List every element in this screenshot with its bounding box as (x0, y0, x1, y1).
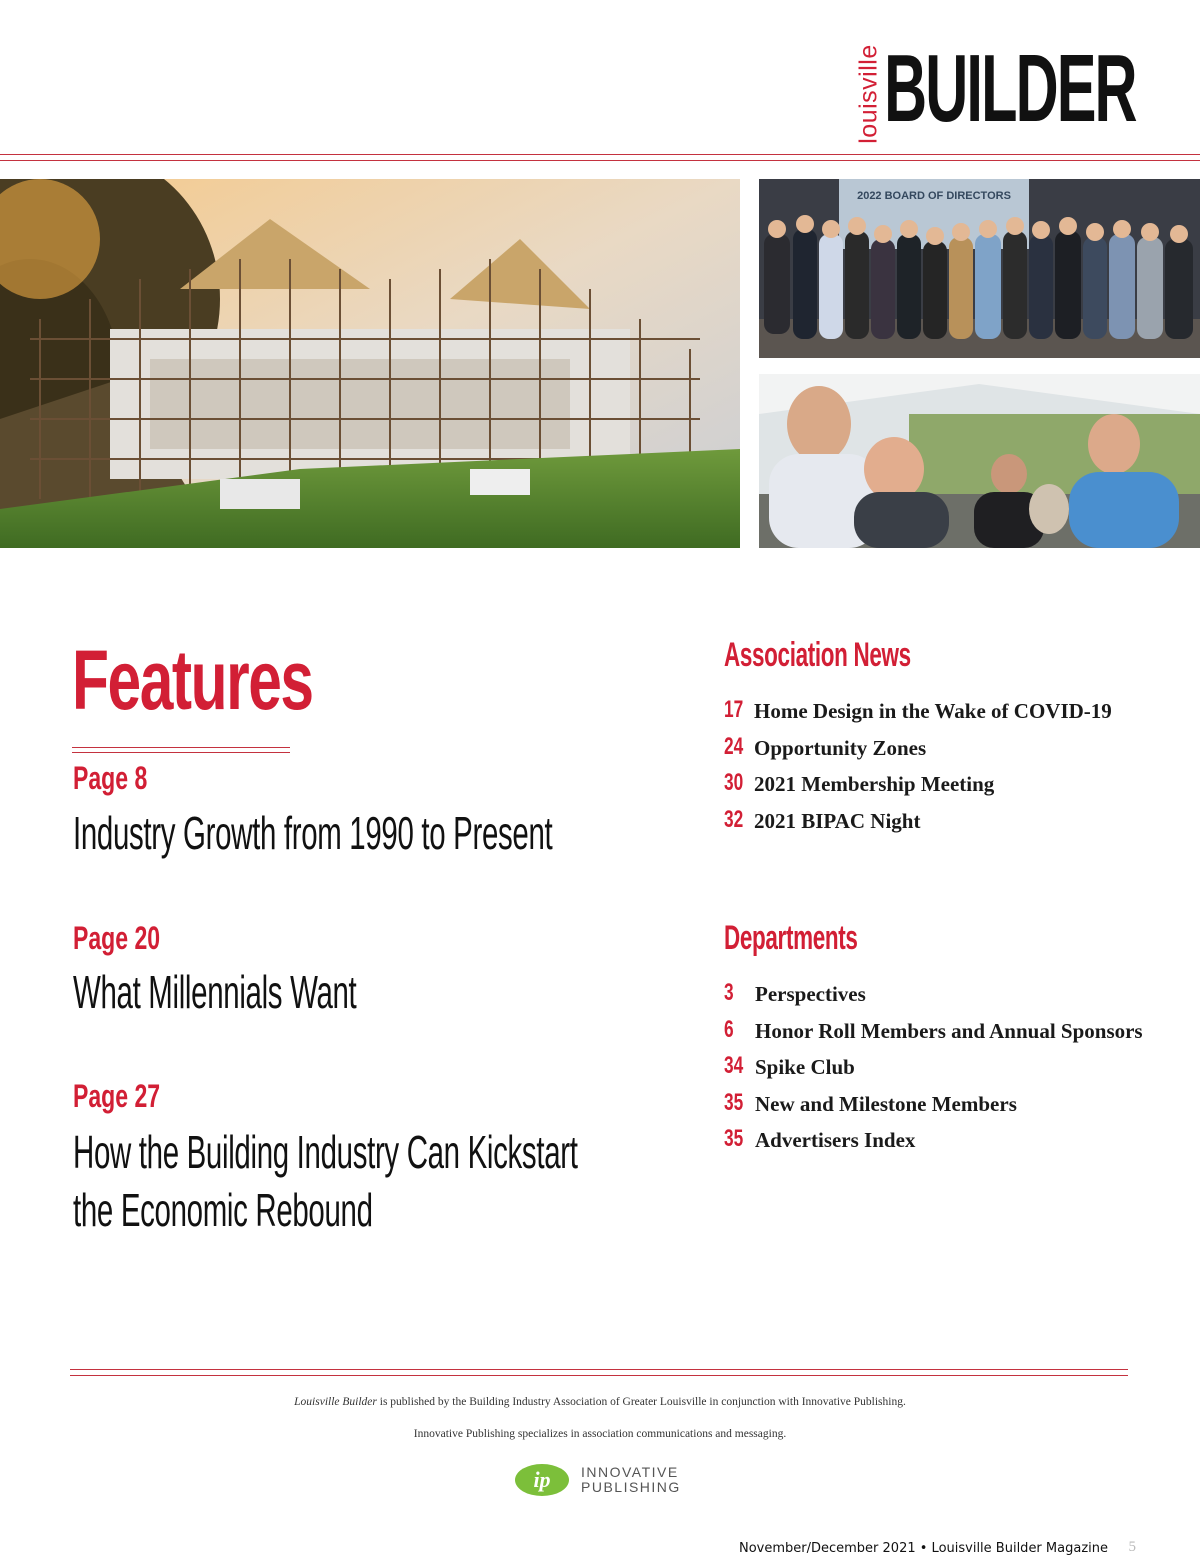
toc-page-number: 6 (724, 1015, 734, 1043)
board-banner-text: 2022 BOARD OF DIRECTORS (857, 190, 1011, 202)
feature-3-title[interactable]: How the Building Industry Can Kickstart the Economic Rebound (73, 1126, 578, 1236)
feature-1-title[interactable]: Industry Growth from 1990 to Present (73, 807, 553, 859)
masthead-title: BUILDER (884, 35, 1136, 142)
toc-label: Opportunity Zones (754, 735, 927, 760)
toc-page-number: 17 (724, 696, 744, 723)
toc-page-number: 34 (724, 1052, 744, 1079)
departments-heading: Departments (724, 919, 858, 957)
feature-1-page: Page 8 (73, 760, 148, 796)
toc-label: 2021 Membership Meeting (754, 772, 995, 796)
svg-text:ip: ip (533, 1467, 551, 1492)
feature-2-title[interactable]: What Millennials Want (73, 966, 357, 1018)
innovative-publishing-logo (512, 1460, 692, 1500)
publisher-specialty-note: Innovative Publishing specializes in association communications and messaging. (413, 1428, 787, 1440)
construction-photo (0, 179, 740, 548)
toc-label: New and Milestone Members (755, 1091, 1017, 1116)
issue-line: November/December 2021 • Louisville Builder Magazine (738, 1541, 1108, 1556)
toc-label: Spike Club (755, 1055, 855, 1079)
features-heading: Features (72, 633, 313, 727)
outdoor-event-photo (759, 374, 1200, 548)
masthead-small-text: louisville (854, 44, 883, 144)
ip-logo-icon (512, 1460, 578, 1498)
page-number: 5 (1128, 1539, 1136, 1555)
feature-3-page: Page 27 (73, 1078, 161, 1114)
toc-label: Perspectives (755, 982, 866, 1006)
toc-label: Honor Roll Members and Annual Sponsors (755, 1018, 1143, 1043)
toc-page-number: 30 (724, 769, 744, 796)
feature-2-page: Page 20 (73, 920, 161, 956)
toc-page-number: 35 (724, 1088, 744, 1116)
toc-page-number: 32 (724, 805, 744, 833)
logo-word-publishing: PUBLISHING (581, 1479, 681, 1495)
toc-label: 2021 BIPAC Night (754, 808, 921, 833)
logo-word-innovative: INNOVATIVE (581, 1464, 679, 1480)
toc-label: Home Design in the Wake of COVID-19 (754, 699, 1112, 723)
bottom-divider (70, 1369, 1128, 1376)
publisher-note: Louisville Builder is published by the Building Industry Association of Greater Louisville in conjunction with Innovative Publishing. (294, 1396, 906, 1408)
toc-page-number: 3 (724, 979, 734, 1006)
top-divider (0, 154, 1200, 161)
toc-page-number: 24 (724, 732, 744, 760)
toc-label: Advertisers Index (755, 1128, 916, 1152)
features-divider (72, 747, 290, 753)
toc-page-number: 35 (724, 1125, 744, 1152)
board-of-directors-photo (759, 179, 1200, 358)
association-news-heading: Association News (724, 636, 911, 674)
masthead-logo (854, 35, 1136, 150)
publication-name: Louisville Builder (294, 1396, 377, 1408)
